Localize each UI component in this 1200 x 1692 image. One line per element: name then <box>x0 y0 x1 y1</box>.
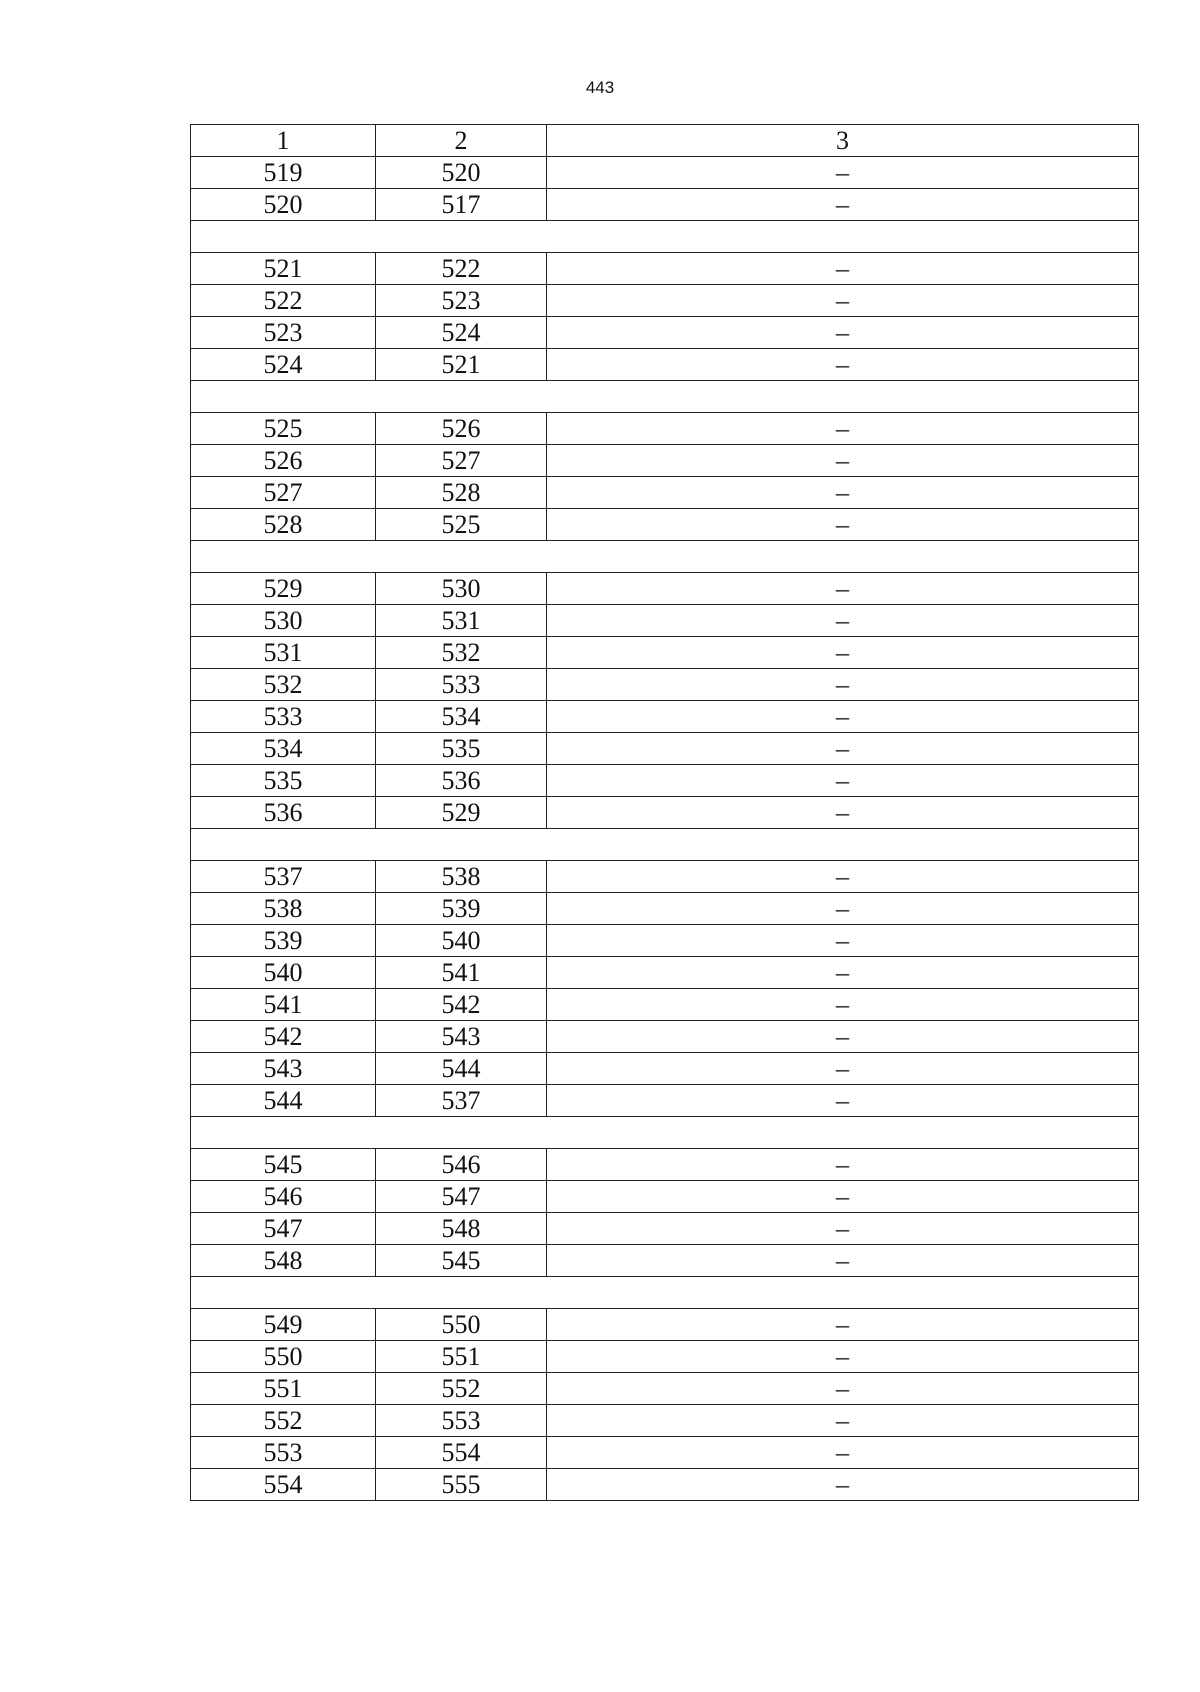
cell-col-2: 543 <box>376 1021 547 1053</box>
cell-col-2: 535 <box>376 733 547 765</box>
group-separator-row <box>191 381 1139 413</box>
cell-col-3: – <box>547 1341 1139 1373</box>
table-body <box>191 157 1139 1501</box>
cell-col-2: 524 <box>376 317 547 349</box>
cell-col-3: – <box>547 1469 1139 1501</box>
cell-col-3: – <box>547 1437 1139 1469</box>
table-row <box>191 797 1139 829</box>
cell-col-2: 523 <box>376 285 547 317</box>
table-row <box>191 1021 1139 1053</box>
table-row <box>191 1213 1139 1245</box>
cell-col-3: – <box>547 1245 1139 1277</box>
cell-col-1: 538 <box>191 893 376 925</box>
cell-col-1: 545 <box>191 1149 376 1181</box>
cell-col-1: 546 <box>191 1181 376 1213</box>
cell-col-1: 547 <box>191 1213 376 1245</box>
table-row <box>191 925 1139 957</box>
cell-col-2: 522 <box>376 253 547 285</box>
table-row <box>191 1341 1139 1373</box>
table-row <box>191 765 1139 797</box>
cell-col-3: – <box>547 157 1139 189</box>
cell-col-1: 543 <box>191 1053 376 1085</box>
cell-col-3: – <box>547 989 1139 1021</box>
cell-col-1: 534 <box>191 733 376 765</box>
table-row <box>191 701 1139 733</box>
table-row <box>191 349 1139 381</box>
cell-col-1: 535 <box>191 765 376 797</box>
cell-col-2: 542 <box>376 989 547 1021</box>
cell-col-3: – <box>547 1373 1139 1405</box>
cell-col-2: 529 <box>376 797 547 829</box>
separator-cell <box>191 221 1139 253</box>
table-row <box>191 733 1139 765</box>
cell-col-3: – <box>547 413 1139 445</box>
cell-col-3: – <box>547 797 1139 829</box>
cell-col-3: – <box>547 893 1139 925</box>
cell-col-2: 555 <box>376 1469 547 1501</box>
cell-col-3: – <box>547 957 1139 989</box>
table-row <box>191 1437 1139 1469</box>
cell-col-3: – <box>547 1021 1139 1053</box>
cell-col-1: 525 <box>191 413 376 445</box>
cell-col-3: – <box>547 285 1139 317</box>
header-cell-2: 2 <box>376 125 547 157</box>
cell-col-1: 520 <box>191 189 376 221</box>
cell-col-3: – <box>547 1149 1139 1181</box>
cell-col-3: – <box>547 349 1139 381</box>
cell-col-1: 523 <box>191 317 376 349</box>
cell-col-1: 544 <box>191 1085 376 1117</box>
cell-col-2: 547 <box>376 1181 547 1213</box>
table-row <box>191 253 1139 285</box>
header-cell-1: 1 <box>191 125 376 157</box>
cell-col-3: – <box>547 1405 1139 1437</box>
cell-col-3: – <box>547 861 1139 893</box>
cell-col-2: 548 <box>376 1213 547 1245</box>
cell-col-2: 517 <box>376 189 547 221</box>
cell-col-2: 533 <box>376 669 547 701</box>
table-row <box>191 669 1139 701</box>
cell-col-2: 552 <box>376 1373 547 1405</box>
table-row <box>191 413 1139 445</box>
table-row <box>191 573 1139 605</box>
separator-cell <box>191 829 1139 861</box>
cell-col-3: – <box>547 1085 1139 1117</box>
group-separator-row <box>191 1117 1139 1149</box>
cell-col-1: 549 <box>191 1309 376 1341</box>
cell-col-3: – <box>547 637 1139 669</box>
cell-col-3: – <box>547 733 1139 765</box>
cell-col-1: 537 <box>191 861 376 893</box>
cell-col-2: 550 <box>376 1309 547 1341</box>
cell-col-2: 551 <box>376 1341 547 1373</box>
table-row <box>191 957 1139 989</box>
cell-col-3: – <box>547 701 1139 733</box>
group-separator-row <box>191 829 1139 861</box>
table-row <box>191 509 1139 541</box>
cell-col-2: 553 <box>376 1405 547 1437</box>
table-row <box>191 1405 1139 1437</box>
group-separator-row <box>191 1277 1139 1309</box>
cell-col-2: 541 <box>376 957 547 989</box>
table-row <box>191 637 1139 669</box>
table-header <box>191 125 1139 157</box>
cell-col-3: – <box>547 573 1139 605</box>
cell-col-1: 533 <box>191 701 376 733</box>
cell-col-1: 548 <box>191 1245 376 1277</box>
page-number: 443 <box>585 78 615 97</box>
cell-col-1: 541 <box>191 989 376 1021</box>
cell-col-1: 527 <box>191 477 376 509</box>
cell-col-2: 521 <box>376 349 547 381</box>
cell-col-2: 534 <box>376 701 547 733</box>
group-separator-row <box>191 221 1139 253</box>
cell-col-1: 536 <box>191 797 376 829</box>
table-row <box>191 1245 1139 1277</box>
cell-col-1: 522 <box>191 285 376 317</box>
cell-col-3: – <box>547 1309 1139 1341</box>
separator-cell <box>191 1277 1139 1309</box>
cell-col-1: 529 <box>191 573 376 605</box>
cell-col-3: – <box>547 445 1139 477</box>
cell-col-2: 537 <box>376 1085 547 1117</box>
separator-cell <box>191 541 1139 573</box>
cell-col-1: 542 <box>191 1021 376 1053</box>
cell-col-1: 553 <box>191 1437 376 1469</box>
cell-col-1: 540 <box>191 957 376 989</box>
header-row <box>191 125 1139 157</box>
data-table <box>190 124 1139 1501</box>
table-row <box>191 989 1139 1021</box>
cell-col-2: 528 <box>376 477 547 509</box>
cell-col-2: 527 <box>376 445 547 477</box>
cell-col-2: 525 <box>376 509 547 541</box>
header-cell-3: 3 <box>547 125 1139 157</box>
table-row <box>191 1053 1139 1085</box>
cell-col-1: 524 <box>191 349 376 381</box>
cell-col-3: – <box>547 1181 1139 1213</box>
table-row <box>191 445 1139 477</box>
cell-col-1: 530 <box>191 605 376 637</box>
table-row <box>191 1469 1139 1501</box>
cell-col-1: 539 <box>191 925 376 957</box>
separator-cell <box>191 381 1139 413</box>
cell-col-1: 519 <box>191 157 376 189</box>
cell-col-1: 551 <box>191 1373 376 1405</box>
table-row <box>191 189 1139 221</box>
table-row <box>191 861 1139 893</box>
cell-col-3: – <box>547 605 1139 637</box>
table-row <box>191 157 1139 189</box>
cell-col-2: 532 <box>376 637 547 669</box>
cell-col-1: 554 <box>191 1469 376 1501</box>
cell-col-2: 545 <box>376 1245 547 1277</box>
cell-col-2: 554 <box>376 1437 547 1469</box>
separator-cell <box>191 1117 1139 1149</box>
table-row <box>191 1181 1139 1213</box>
cell-col-3: – <box>547 253 1139 285</box>
cell-col-3: – <box>547 765 1139 797</box>
group-separator-row <box>191 541 1139 573</box>
cell-col-3: – <box>547 509 1139 541</box>
cell-col-2: 546 <box>376 1149 547 1181</box>
table-row <box>191 317 1139 349</box>
table-row <box>191 477 1139 509</box>
cell-col-1: 528 <box>191 509 376 541</box>
table-row <box>191 1373 1139 1405</box>
cell-col-2: 531 <box>376 605 547 637</box>
cell-col-2: 520 <box>376 157 547 189</box>
cell-col-2: 526 <box>376 413 547 445</box>
cell-col-3: – <box>547 1213 1139 1245</box>
cell-col-2: 536 <box>376 765 547 797</box>
cell-col-1: 521 <box>191 253 376 285</box>
cell-col-3: – <box>547 925 1139 957</box>
cell-col-3: – <box>547 1053 1139 1085</box>
cell-col-1: 532 <box>191 669 376 701</box>
cell-col-2: 539 <box>376 893 547 925</box>
cell-col-2: 538 <box>376 861 547 893</box>
cell-col-2: 544 <box>376 1053 547 1085</box>
table-row <box>191 1085 1139 1117</box>
cell-col-2: 540 <box>376 925 547 957</box>
cell-col-1: 531 <box>191 637 376 669</box>
cell-col-1: 526 <box>191 445 376 477</box>
cell-col-2: 530 <box>376 573 547 605</box>
table-row <box>191 1309 1139 1341</box>
cell-col-3: – <box>547 669 1139 701</box>
table-row <box>191 1149 1139 1181</box>
table-row <box>191 893 1139 925</box>
cell-col-3: – <box>547 477 1139 509</box>
cell-col-3: – <box>547 317 1139 349</box>
cell-col-1: 550 <box>191 1341 376 1373</box>
table-row <box>191 285 1139 317</box>
table-row <box>191 605 1139 637</box>
cell-col-3: – <box>547 189 1139 221</box>
cell-col-1: 552 <box>191 1405 376 1437</box>
